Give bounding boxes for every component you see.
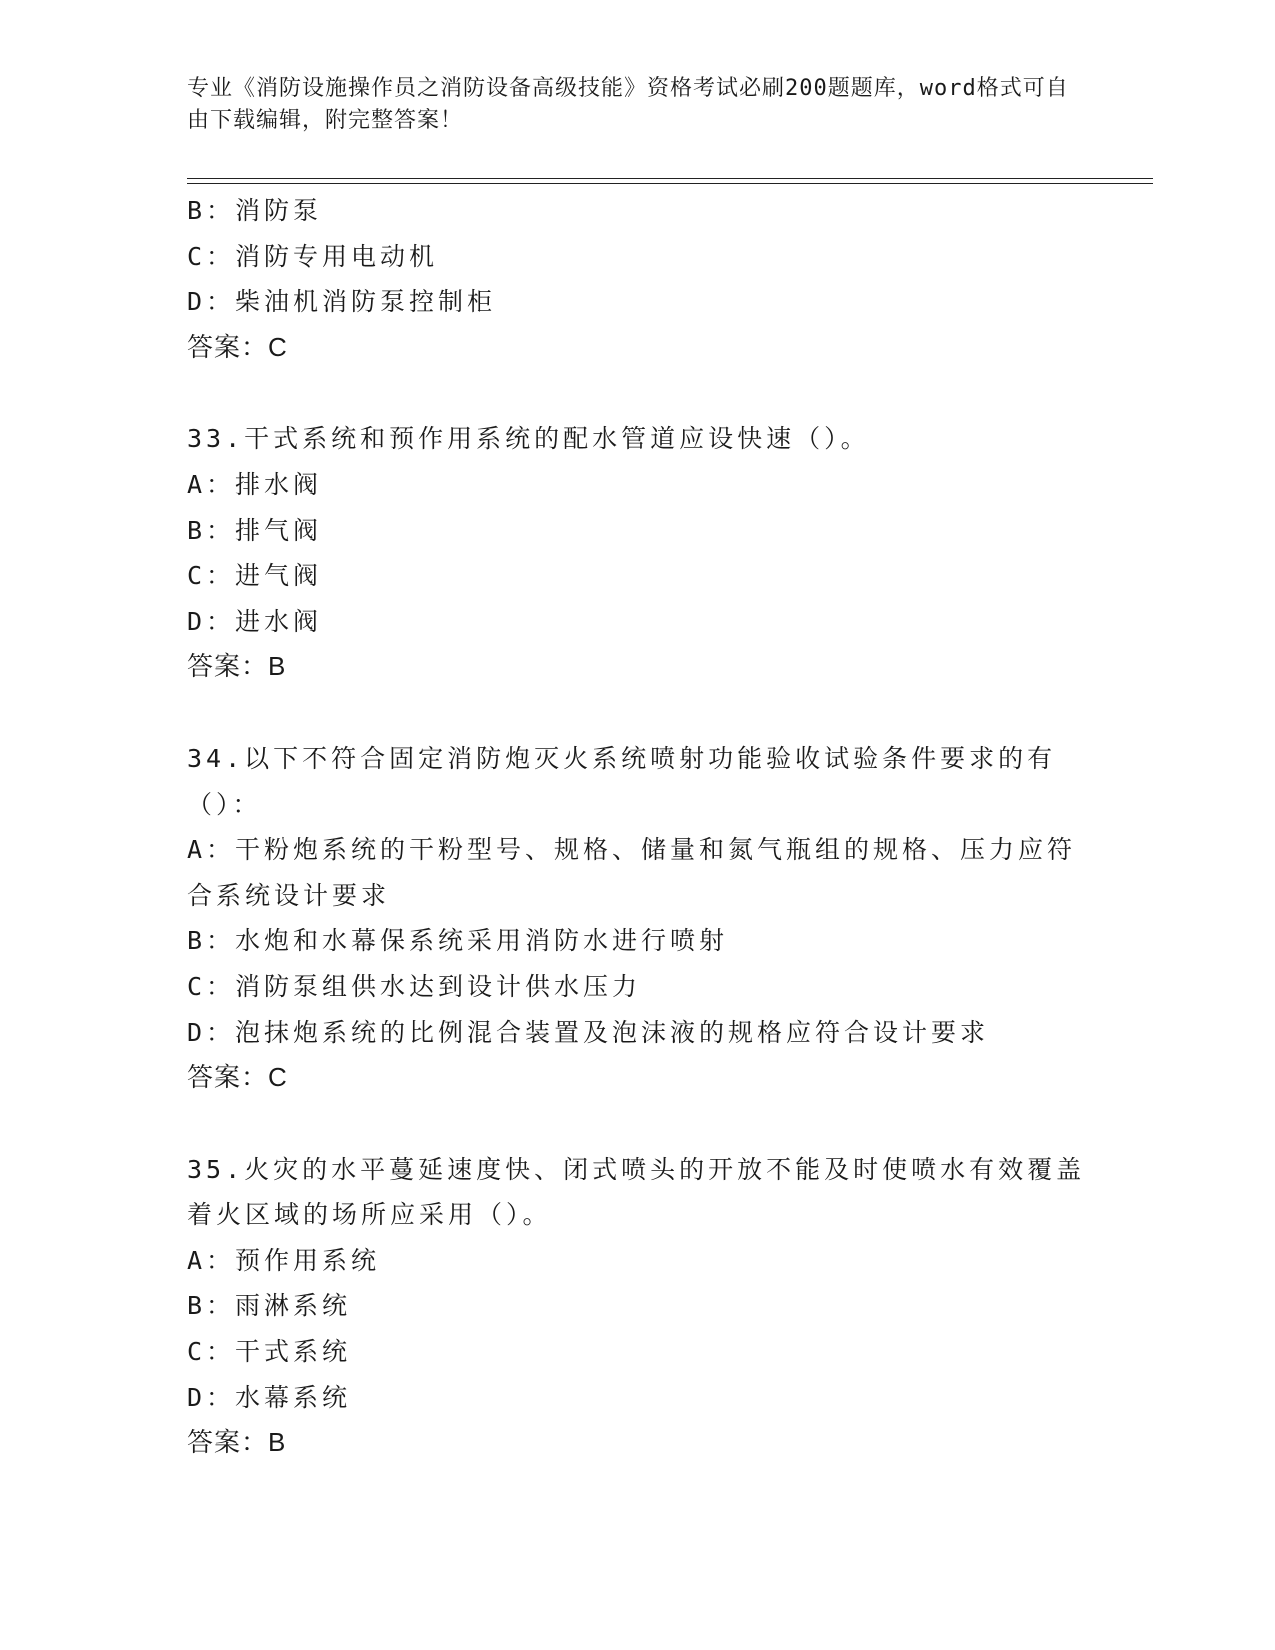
answer-value: B bbox=[268, 1427, 287, 1458]
header-divider-top bbox=[187, 178, 1153, 179]
question-34 bbox=[187, 736, 1087, 1102]
option-c: C：干式系统 bbox=[187, 1337, 352, 1367]
answer bbox=[187, 325, 1087, 372]
option-d: D：进水阀 bbox=[187, 606, 323, 636]
option-a: A：预作用系统 bbox=[187, 1245, 381, 1275]
question-33 bbox=[187, 416, 1087, 691]
answer bbox=[187, 1055, 1087, 1102]
header-divider-bottom bbox=[187, 183, 1153, 184]
answer-label: 答案： bbox=[187, 1428, 269, 1459]
option-a: A：排水阀 bbox=[187, 469, 323, 499]
option-b: B：雨淋系统 bbox=[187, 1291, 352, 1321]
answer-value: B bbox=[268, 651, 287, 682]
option-b: B：消防泵 bbox=[187, 196, 323, 225]
option-b: B：排气阀 bbox=[187, 515, 323, 545]
option-d: D：水幕系统 bbox=[187, 1382, 352, 1412]
document-header: 专业《消防设施操作员之消防设备高级技能》资格考试必刷200题题库，word格式可自由下载编辑，附完整答案！ bbox=[187, 76, 1069, 133]
option-d: D：泡抹炮系统的比例混合装置及泡沫液的规格应符合设计要求 bbox=[187, 1017, 990, 1047]
question-stem: 33.干式系统和预作用系统的配水管道应设快速（）。 bbox=[187, 424, 870, 454]
answer-value: C bbox=[268, 331, 288, 362]
option-d: D：柴油机消防泵控制柜 bbox=[187, 287, 497, 317]
question-list bbox=[187, 188, 1087, 1512]
question-35 bbox=[187, 1147, 1087, 1467]
answer-label: 答案： bbox=[187, 652, 269, 683]
answer-label: 答案： bbox=[187, 1063, 269, 1094]
option-c: C：进气阀 bbox=[187, 561, 323, 591]
question-stem: 35.火灾的水平蔓延速度快、闭式喷头的开放不能及时使喷水有效覆盖着火区域的场所应采用（）。 bbox=[187, 1154, 1086, 1230]
answer bbox=[187, 644, 1087, 691]
option-c: C：消防专用电动机 bbox=[187, 241, 439, 271]
option-c: C：消防泵组供水达到设计供水压力 bbox=[187, 971, 642, 1001]
option-b: B：水炮和水幕保系统采用消防水进行喷射 bbox=[187, 926, 729, 956]
answer-value: C bbox=[268, 1062, 288, 1093]
answer-label: 答案： bbox=[187, 332, 269, 363]
question-stem: 34.以下不符合固定消防炮灭火系统喷射功能验收试验条件要求的有（）： bbox=[187, 743, 1057, 819]
question-32-carryover bbox=[187, 188, 1087, 371]
answer bbox=[187, 1420, 1087, 1467]
option-a: A：干粉炮系统的干粉型号、规格、储量和氮气瓶组的规格、压力应符合系统设计要求 bbox=[187, 835, 1077, 910]
